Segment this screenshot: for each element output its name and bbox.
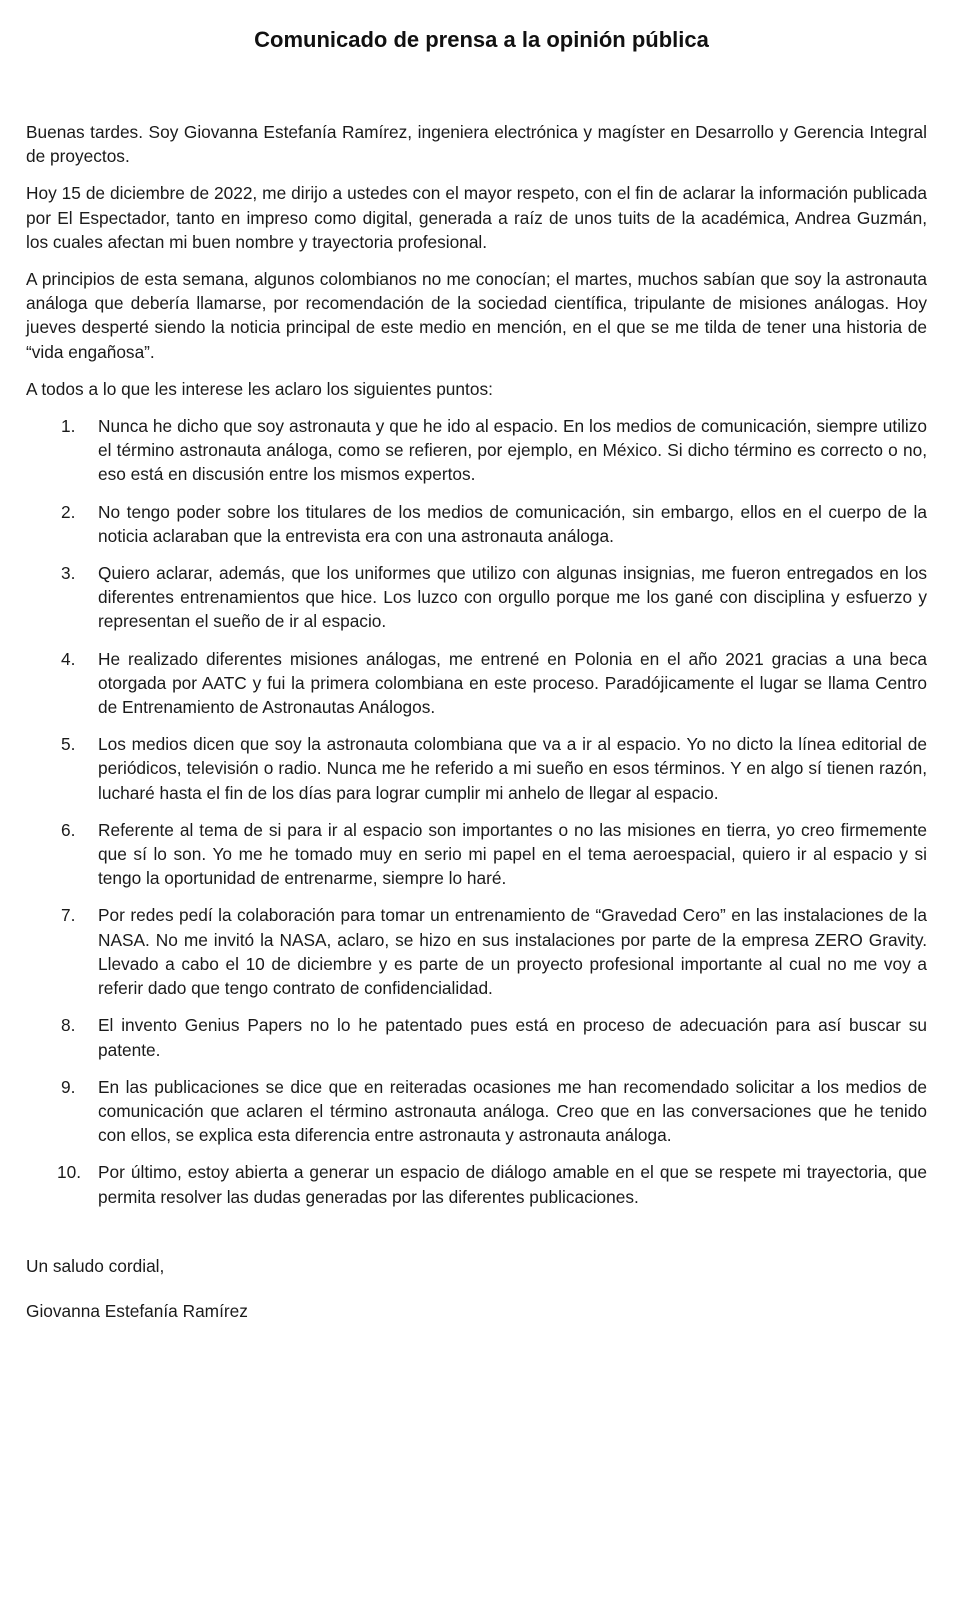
- list-item-number: 7.: [61, 905, 76, 926]
- list-item-text: Quiero aclarar, además, que los uniformes que utilizo con algunas insignias, me fueron entregados en los diferentes entrenamientos que hice. Los luzco con orgullo porque me los gané con disciplina y esfuerzo y representan el sueño de ir al espacio.: [98, 563, 927, 632]
- list-item-text: Referente al tema de si para ir al espacio son importantes o no las misiones en tierra, yo creo firmemente que sí lo son. Yo me he tomado muy en serio mi papel en el tema aeroespacial, quiero ir al espacio y si tengo la oportunidad de entrenarme, siempre lo haré.: [98, 819, 927, 889]
- list-item-text: He realizado diferentes misiones análogas, me entrené en Polonia en el año 2021 gracias a una beca otorgada por AATC y fui la primera colombiana en este proceso. Paradójicamente el lugar se llama Centro de Entrenamiento de Astronautas Análogos.: [98, 648, 927, 718]
- signature-name: Giovanna Estefanía Ramírez: [26, 1300, 248, 1321]
- list-item-number: 4.: [61, 648, 76, 669]
- list-item-text: No tengo poder sobre los titulares de los medios de comunicación, sin embargo, ellos en el cuerpo de la noticia aclaraban que la entrevista era con una astronauta análoga.: [98, 501, 927, 546]
- list-item: [26, 1075, 927, 1148]
- closing-salutation: Un saludo cordial,: [26, 1255, 165, 1276]
- list-item-text: Los medios dicen que soy la astronauta colombiana que va a ir al espacio. Yo no dicto la línea editorial de periódicos, televisión o radio. Nunca me he referido a mi sueño en esos términos. Y en algo sí tienen razón, lucharé hasta el fin de los días para lograr cumplir mi anhelo de llegar al espacio.: [98, 734, 927, 803]
- list-item: [26, 1013, 927, 1061]
- list-item-text: Por último, estoy abierta a generar un espacio de diálogo amable en el que se respete mi trayectoria, que permita resolver las dudas generadas por las diferentes publicaciones.: [98, 1162, 927, 1207]
- list-item: [26, 732, 927, 805]
- list-item-number: 6.: [61, 819, 76, 840]
- list-item-number: 3.: [61, 563, 76, 584]
- paragraph-greeting: Buenas tardes. Soy Giovanna Estefanía Ramírez, ingeniera electrónica y magíster en Desarrollo y Gerencia Integral de proyectos.: [26, 122, 927, 167]
- paragraph-context: A principios de esta semana, algunos colombianos no me conocían; el martes, muchos sabían que soy la astronauta análoga que debería llamarse, por recomendación de la sociedad científica, tripulante de misiones análogas. Hoy jueves desperté siendo la noticia principal de este medio en mención, en el que se me tilda de tener una historia de “vida engañosa”.: [26, 269, 927, 362]
- list-item-number: 2.: [61, 501, 76, 522]
- list-item: [26, 500, 927, 548]
- list-item: [26, 903, 927, 1000]
- list-item-text: Nunca he dicho que soy astronauta y que he ido al espacio. En los medios de comunicación, siempre utilizo el término astronauta análoga, como se refieren, por ejemplo, en México. Si dicho término es correcto o no, eso está en discusión entre los mismos expertos.: [98, 416, 927, 485]
- list-item-text: Por redes pedí la colaboración para tomar un entrenamiento de “Gravedad Cero” en las instalaciones de la NASA. No me invitó la NASA, aclaro, se hizo en sus instalaciones por parte de la empresa ZERO Gravity. Llevado a cabo el 10 de diciembre y es parte de un proyecto profesional importante al cual no me voy a referir dado que tengo contrato de confidencialidad.: [98, 905, 927, 999]
- list-item-number: 5.: [61, 734, 76, 755]
- list-item-number: 1.: [61, 416, 76, 437]
- document-title: Comunicado de prensa a la opinión pública: [254, 27, 709, 52]
- list-item-number: 9.: [61, 1076, 76, 1097]
- list-item: [26, 1160, 927, 1208]
- list-item-text: En las publicaciones se dice que en reiteradas ocasiones me han recomendado solicitar a los medios de comunicación que aclaren el término astronauta análoga. Creo que en las conversaciones que he tenido con ellos, se explica esta diferencia entre astronauta y astronauta análoga.: [98, 1076, 927, 1146]
- list-item: [26, 414, 927, 487]
- list-item-text: El invento Genius Papers no lo he patentado pues está en proceso de adecuación para así buscar su patente.: [98, 1015, 927, 1060]
- list-item: [26, 818, 927, 891]
- list-item: [26, 561, 927, 634]
- list-item: [26, 647, 927, 720]
- list-item-number: 10.: [57, 1162, 82, 1183]
- clarification-list: [26, 414, 927, 1209]
- paragraph-purpose: Hoy 15 de diciembre de 2022, me dirijo a ustedes con el mayor respeto, con el fin de aclarar la información publicada por El Espectador, tanto en impreso como digital, generada a raíz de unos tuits de la académica, Andrea Guzmán, los cuales afectan mi buen nombre y trayectoria profesional.: [26, 183, 927, 252]
- list-item-number: 8.: [61, 1015, 76, 1036]
- list-intro: A todos a lo que les interese les aclaro los siguientes puntos:: [26, 378, 493, 399]
